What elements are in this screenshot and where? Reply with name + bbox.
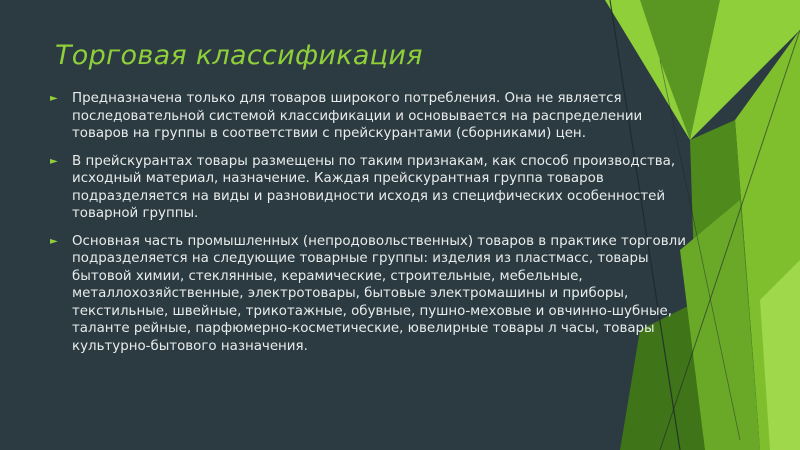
bullet-arrow-icon: ► (50, 235, 58, 247)
slide-title: Торговая классификация (55, 40, 423, 71)
bullet-arrow-icon: ► (50, 155, 58, 167)
bullet-list (50, 90, 690, 365)
bullet-text: В прейскурантах товары размещены по таким признакам, как способ производства, исходный материал, назначение. Каждая прейскурантная группа товаров подразделяется на виды и разновидности исходя из специфических особенностей товарной группы. (72, 153, 676, 221)
bullet-item-3 (50, 233, 690, 356)
bullet-arrow-icon: ► (50, 93, 58, 104)
bullet-text: Предназначена только для товаров широкого потребления. Она не является последовательной системой классификации и основывается на распределении товаров на группы в соответствии с прейскурантами (сборниками) цен. (72, 91, 643, 141)
bullet-text: Основная часть промышленных (непродовольственных) товаров в практике торговли подразделяется на следующие товарные группы: изделия из пластмасс, товары бытовой химии, стеклянные, керамические, строительные, мебельные, металлохозяйственные, электротовары, бытовые электромашины и приборы, текстильные, швейные, трикотажные, обувные, пушно-меховые и овчинно-шубные, таланте рейные, парфюмерно-косметические, ювелирные товары л часы, товары культурно-бытового назначения. (72, 233, 686, 354)
bullet-item-2 (50, 153, 690, 223)
bullet-item-1 (50, 90, 690, 143)
